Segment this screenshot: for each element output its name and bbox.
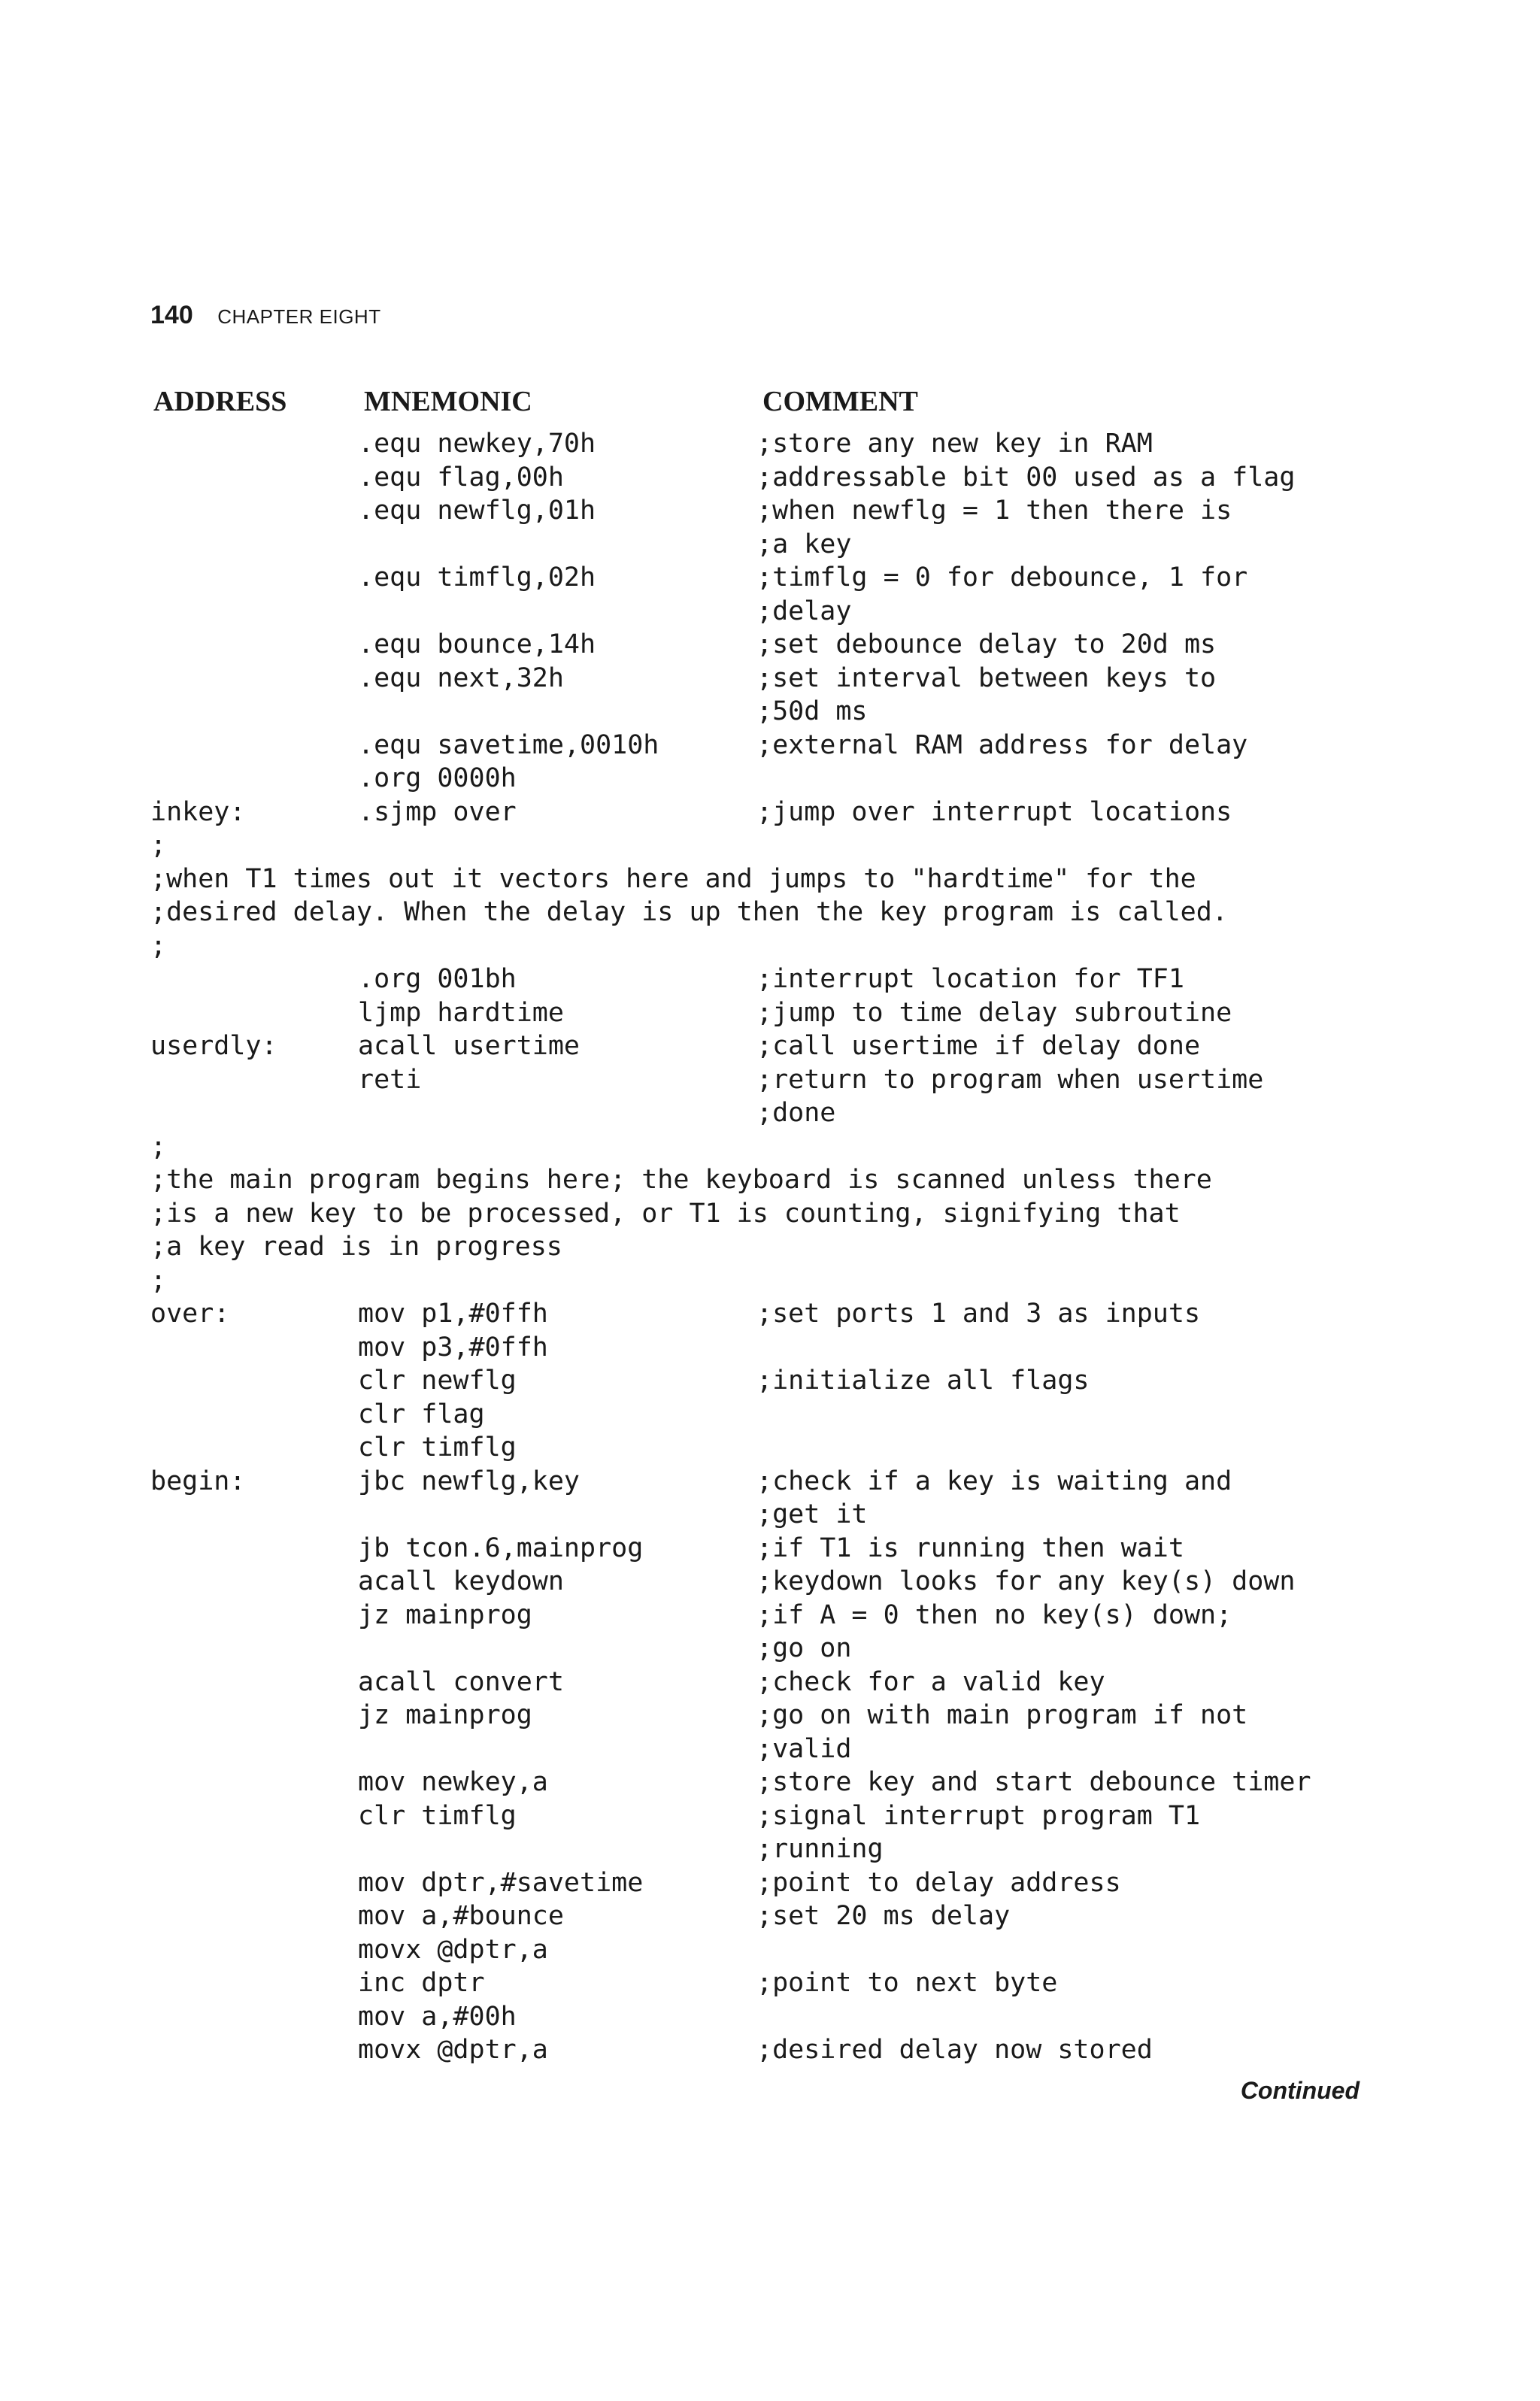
comment-text: ;call usertime if delay done bbox=[756, 1031, 1201, 1061]
comment-text: ;point to delay address bbox=[756, 1867, 1121, 1898]
mnemonic-text: jb tcon.6,mainprog bbox=[358, 1532, 644, 1563]
mnemonic-text: acall convert bbox=[358, 1666, 564, 1697]
page-number: 140 bbox=[150, 301, 193, 329]
mnemonic-text: movx @dptr,a bbox=[358, 2035, 548, 2065]
comment-text: ;set ports 1 and 3 as inputs bbox=[756, 1299, 1201, 1329]
comment-text: ;set 20 ms delay bbox=[756, 1901, 1011, 1931]
comment-text: ;point to next byte bbox=[756, 1968, 1058, 1998]
comment-block-line: ;when T1 times out it vectors here and jumps to "hardtime" for the bbox=[150, 863, 1196, 894]
mnemonic-text: reti bbox=[358, 1064, 422, 1095]
mnemonic-text: .equ bounce,14h bbox=[358, 629, 596, 659]
comment-text: ;go on with main program if not bbox=[756, 1700, 1248, 1730]
mnemonic-text: .equ newflg,01h bbox=[358, 496, 596, 526]
comment-block-line: ; bbox=[150, 930, 167, 961]
mnemonic-text: .equ newkey,70h bbox=[358, 429, 596, 459]
address-column-header: ADDRESS bbox=[153, 386, 287, 417]
mnemonic-text: clr timflg bbox=[358, 1432, 517, 1463]
mnemonic-text: .equ flag,00h bbox=[358, 462, 564, 493]
mnemonic-text: .org 0000h bbox=[358, 763, 517, 793]
comment-text: ;external RAM address for delay bbox=[756, 729, 1248, 760]
comment-text: ;running bbox=[756, 1834, 884, 1864]
comment-block-line: ;a key read is in progress bbox=[150, 1232, 562, 1262]
mnemonic-text: .equ timflg,02h bbox=[358, 562, 596, 593]
mnemonic-text: acall keydown bbox=[358, 1566, 564, 1596]
mnemonic-text: clr flag bbox=[358, 1399, 485, 1429]
comment-text: ;check if a key is waiting and bbox=[756, 1466, 1232, 1496]
comment-text: ;50d ms bbox=[756, 696, 868, 726]
mnemonic-text: .org 001bh bbox=[358, 964, 517, 994]
comment-text: ;initialize all flags bbox=[756, 1366, 1090, 1396]
mnemonic-text: mov dptr,#savetime bbox=[358, 1867, 644, 1898]
address-label: begin: bbox=[150, 1466, 246, 1496]
mnemonic-text: inc dptr bbox=[358, 1968, 485, 1998]
comment-text: ;valid bbox=[756, 1733, 852, 1764]
comment-text: ;check for a valid key bbox=[756, 1666, 1105, 1697]
mnemonic-text: mov a,#00h bbox=[358, 2001, 517, 2032]
comment-text: ;store any new key in RAM bbox=[756, 429, 1153, 459]
mnemonic-text: clr timflg bbox=[358, 1800, 517, 1831]
mnemonic-text: .equ savetime,0010h bbox=[358, 729, 659, 760]
continued-note: Continued bbox=[1240, 2077, 1360, 2104]
comment-text: ;set interval between keys to bbox=[756, 662, 1217, 693]
mnemonic-text: .equ next,32h bbox=[358, 662, 564, 693]
comment-column-header: COMMENT bbox=[762, 386, 918, 417]
comment-text: ;if T1 is running then wait bbox=[756, 1532, 1184, 1563]
comment-text: ;addressable bit 00 used as a flag bbox=[756, 462, 1296, 493]
running-header bbox=[150, 301, 381, 330]
comment-text: ;desired delay now stored bbox=[756, 2035, 1153, 2065]
mnemonic-text: mov newkey,a bbox=[358, 1767, 548, 1797]
comment-text: ;interrupt location for TF1 bbox=[756, 964, 1184, 994]
mnemonic-text: mov p1,#0ffh bbox=[358, 1299, 548, 1329]
comment-text: ;jump over interrupt locations bbox=[756, 796, 1232, 827]
address-label: inkey: bbox=[150, 796, 246, 827]
mnemonic-text: ljmp hardtime bbox=[358, 997, 564, 1028]
comment-text: ;return to program when usertime bbox=[756, 1064, 1264, 1095]
comment-block-line: ;is a new key to be processed, or T1 is counting, signifying that bbox=[150, 1198, 1181, 1229]
mnemonic-text: clr newflg bbox=[358, 1366, 517, 1396]
mnemonic-text: .sjmp over bbox=[358, 796, 517, 827]
mnemonic-column-header: MNEMONIC bbox=[364, 386, 532, 417]
comment-text: ;jump to time delay subroutine bbox=[756, 997, 1232, 1028]
comment-text: ;if A = 0 then no key(s) down; bbox=[756, 1599, 1232, 1630]
comment-block-line: ;desired delay. When the delay is up then the key program is called. bbox=[150, 897, 1228, 927]
mnemonic-text: jz mainprog bbox=[358, 1599, 532, 1630]
comment-text: ;a key bbox=[756, 529, 852, 559]
chapter-title: CHAPTER EIGHT bbox=[217, 305, 381, 328]
comment-block-line: ; bbox=[150, 1265, 167, 1296]
comment-text: ;set debounce delay to 20d ms bbox=[756, 629, 1217, 659]
mnemonic-text: jz mainprog bbox=[358, 1700, 532, 1730]
mnemonic-text: movx @dptr,a bbox=[358, 1934, 548, 1965]
comment-text: ;go on bbox=[756, 1633, 852, 1663]
comment-block-line: ; bbox=[150, 830, 167, 860]
address-label: userdly: bbox=[150, 1031, 277, 1061]
comment-block-line: ; bbox=[150, 1131, 167, 1162]
comment-text: ;keydown looks for any key(s) down bbox=[756, 1566, 1296, 1596]
comment-text: ;timflg = 0 for debounce, 1 for bbox=[756, 562, 1248, 593]
comment-text: ;signal interrupt program T1 bbox=[756, 1800, 1201, 1831]
mnemonic-text: mov a,#bounce bbox=[358, 1901, 564, 1931]
comment-text: ;when newflg = 1 then there is bbox=[756, 496, 1232, 526]
mnemonic-text: acall usertime bbox=[358, 1031, 581, 1061]
comment-text: ;done bbox=[756, 1098, 836, 1128]
comment-block-line: ;the main program begins here; the keyboard is scanned unless there bbox=[150, 1165, 1212, 1195]
mnemonic-text: mov p3,#0ffh bbox=[358, 1332, 548, 1363]
comment-text: ;store key and start debounce timer bbox=[756, 1767, 1311, 1797]
comment-text: ;delay bbox=[756, 596, 852, 626]
mnemonic-text: jbc newflg,key bbox=[358, 1466, 581, 1496]
address-label: over: bbox=[150, 1299, 230, 1329]
comment-text: ;get it bbox=[756, 1499, 868, 1529]
